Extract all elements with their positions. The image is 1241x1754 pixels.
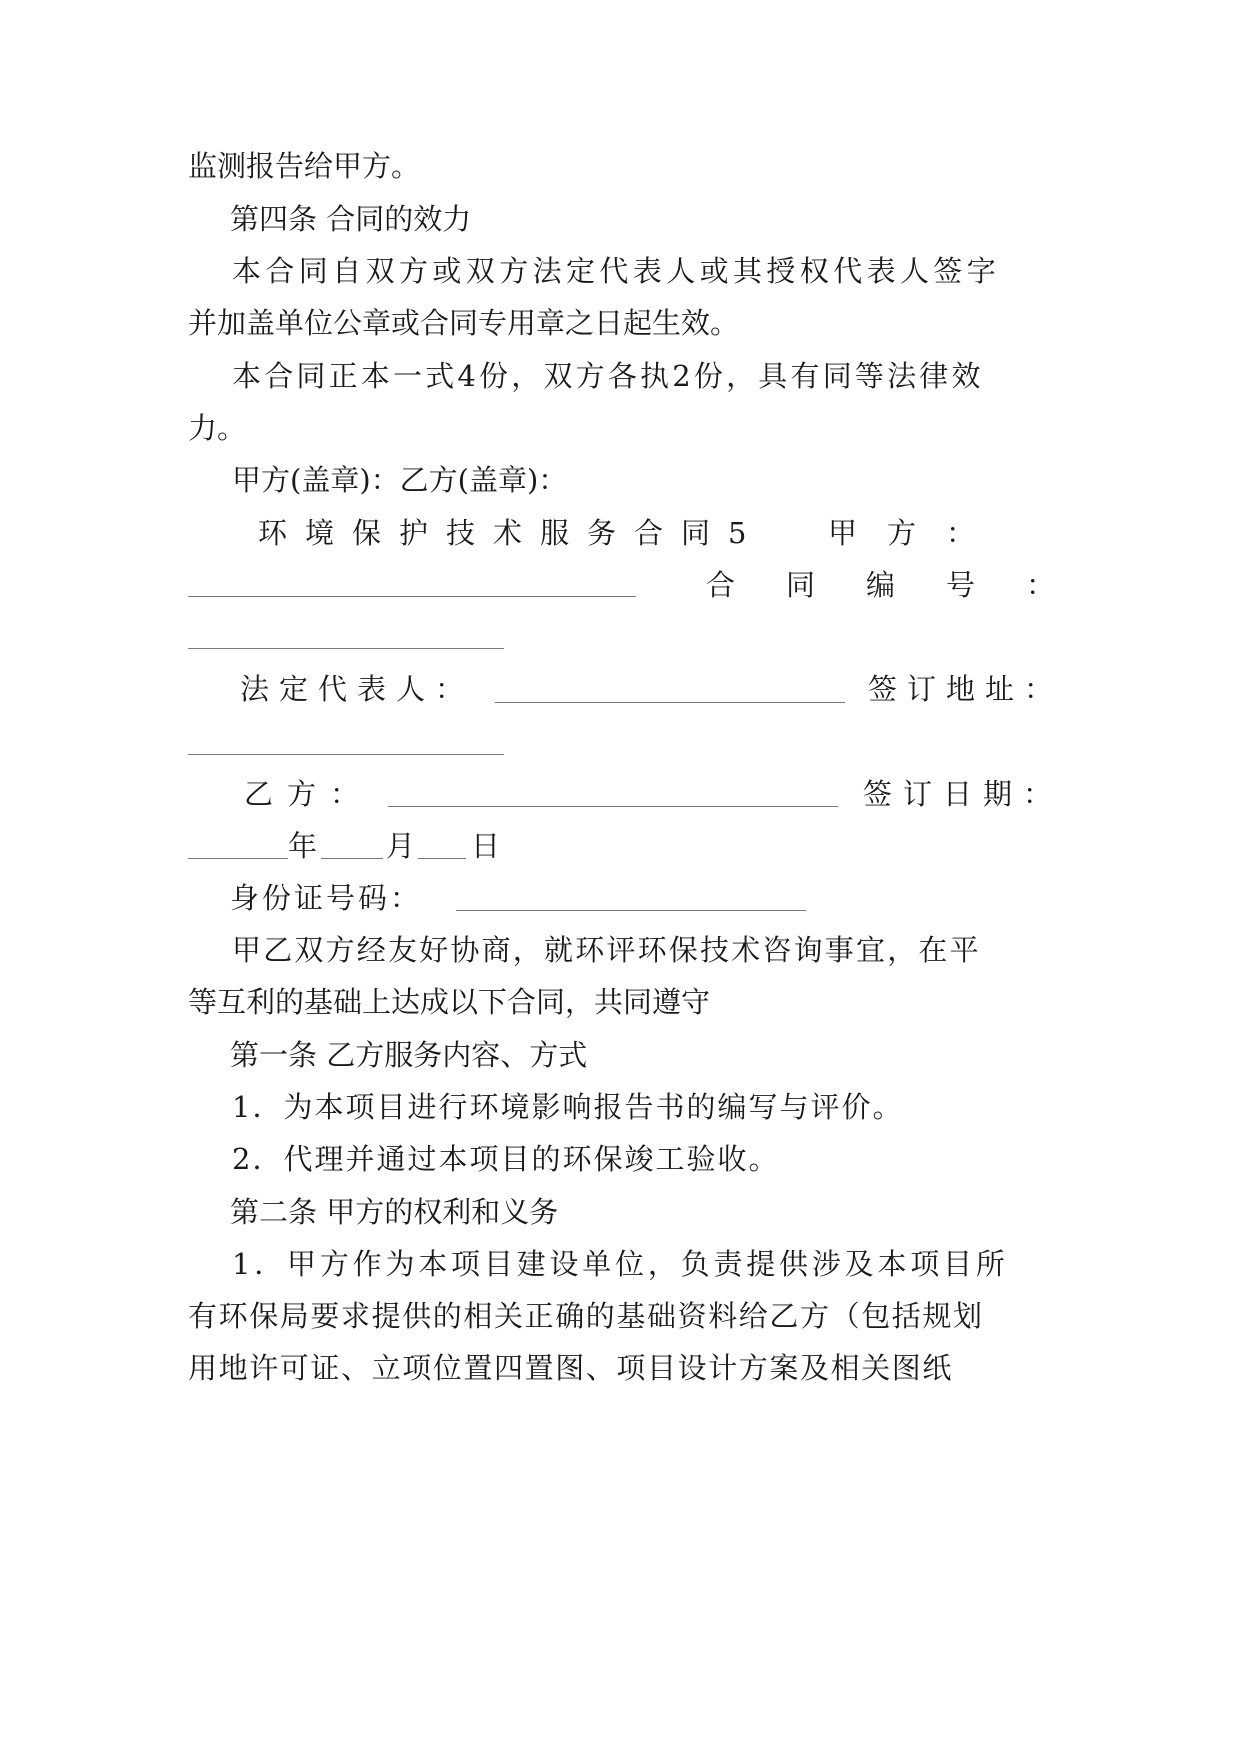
text-line-1: 监测报告给甲方。: [188, 149, 421, 183]
day-label: 日: [471, 829, 501, 863]
body-item-1: 1．为本项目进行环境影响报告书的编写与评价。: [232, 1090, 904, 1124]
sign-date-label: 签订日期：: [863, 777, 1064, 811]
month-blank[interactable]: [321, 857, 383, 859]
article-1-heading: 第一条 乙方服务内容、方式: [230, 1038, 588, 1072]
contract-number-blank[interactable]: [188, 647, 504, 649]
body-item-2: 2．代理并通过本项目的环保竣工验收。: [232, 1142, 780, 1176]
contract-title-row: [188, 511, 1053, 555]
text-line-5: 本合同正本一式4份，双方各执2份，具有同等法律效: [232, 359, 984, 393]
contract-number-row: [188, 563, 1107, 607]
legal-rep-row: [188, 667, 1064, 711]
text-line-4: 并加盖单位公章或合同专用章之日起生效。: [188, 306, 740, 340]
party-a-blank[interactable]: [188, 595, 636, 597]
year-blank[interactable]: [188, 857, 288, 859]
party-b-row: [188, 772, 1064, 816]
legal-rep-blank[interactable]: [495, 701, 845, 703]
party-b-blank[interactable]: [388, 805, 838, 807]
body-line-2: 等互利的基础上达成以下合同，共同遵守: [188, 985, 711, 1019]
legal-rep-label: 法定代表人：: [240, 672, 475, 706]
text-line-3: 本合同自双方或双方法定代表人或其授权代表人签字: [232, 254, 1001, 288]
contract-title: 环境保护技术服务合同5: [258, 516, 765, 550]
document-page: [188, 0, 1107, 1754]
body-line-8: 有环保局要求提供的相关正确的基础资料给乙方（包括规划: [188, 1299, 984, 1333]
party-a-label: 甲方：: [828, 516, 1006, 550]
day-blank[interactable]: [418, 857, 466, 859]
article-4-heading: 第四条 合同的效力: [230, 202, 472, 236]
id-number-row: [188, 876, 1053, 920]
body-line-7: 1．甲方作为本项目建设单位，负责提供涉及本项目所: [232, 1247, 1009, 1281]
body-line-9: 用地许可证、立项位置四置图、项目设计方案及相关图纸: [188, 1351, 954, 1385]
article-2-heading: 第二条 甲方的权利和义务: [230, 1195, 559, 1229]
sign-address-blank-row: [188, 719, 1053, 763]
text-line-6: 力。: [188, 411, 247, 445]
seal-line: 甲方(盖章)：乙方(盖章)：: [232, 463, 568, 497]
sign-address-label: 签订地址：: [868, 672, 1064, 706]
id-number-blank[interactable]: [456, 909, 806, 911]
contract-number-blank-row: [188, 615, 1053, 659]
sign-address-blank[interactable]: [188, 753, 504, 755]
id-number-label: 身份证号码：: [230, 881, 423, 915]
body-line-1: 甲乙双方经友好协商，就环评环保技术咨询事宜，在平: [232, 933, 981, 967]
month-label: 月: [386, 829, 416, 863]
date-row: [188, 824, 1053, 868]
year-label: 年: [288, 829, 318, 863]
party-b-label: 乙方：: [244, 777, 374, 811]
contract-number-label: 合同编号：: [706, 568, 1107, 602]
